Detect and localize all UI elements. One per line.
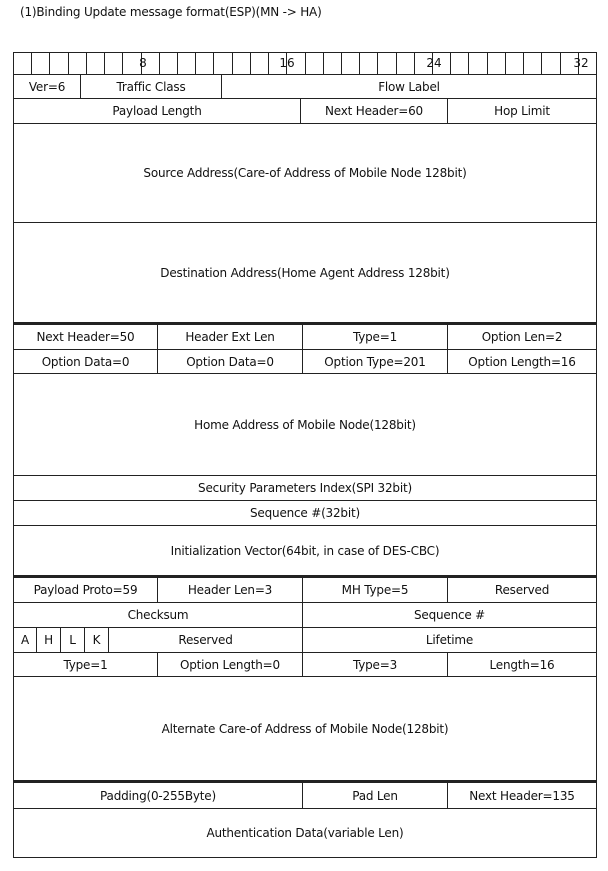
flag-a: A (20, 633, 29, 647)
ruler-tick (341, 52, 342, 74)
ruler-tick (487, 52, 488, 74)
reserved-flags-field: Reserved (178, 633, 233, 647)
type-1-field: Type=1 (352, 330, 398, 344)
option-data-0-field: Option Data=0 (41, 354, 130, 369)
header-len-field: Header Len=3 (187, 583, 273, 597)
alternate-coa-field: Alternate Care-of Address of Mobile Node(128bit) (161, 721, 449, 736)
ruler-tick (177, 52, 178, 74)
ruler-tick (49, 52, 50, 74)
source-address-field: Source Address(Care-of Address of Mobile Node 128bit) (143, 166, 467, 180)
ruler-tick (31, 52, 32, 74)
ruler-tick (323, 52, 324, 74)
hop-limit-field: Hop Limit (494, 104, 550, 118)
ruler-tick (541, 52, 542, 74)
ruler-tick (122, 52, 123, 74)
ruler-tick (450, 52, 451, 74)
ruler-label-8: 8 (139, 56, 147, 70)
ruler-tick (468, 52, 469, 74)
esp-sequence-field: Sequence #(32bit) (250, 506, 360, 520)
option-data-0-field-2: Option Data=0 (186, 354, 274, 369)
ruler-tick (396, 52, 397, 74)
payload-proto-field: Payload Proto=59 (33, 583, 138, 597)
ruler-tick (213, 52, 214, 74)
ruler-tick (560, 52, 561, 74)
destination-address-field: Destination Address(Home Agent Address 128bit) (160, 265, 450, 280)
ruler-tick (505, 52, 506, 74)
traffic-class-field: Traffic Class (116, 79, 186, 94)
header-ext-len-field: Header Ext Len (185, 330, 275, 344)
option-type-201-field: Option Type=201 (324, 354, 426, 369)
ruler-tick (232, 52, 233, 74)
ruler-tick (359, 52, 360, 74)
ruler-label-24: 24 (426, 56, 442, 70)
ruler-tick (68, 52, 69, 74)
flow-label-field: Flow Label (378, 79, 440, 94)
version-field: Ver=6 (28, 79, 66, 94)
option-length-0-field: Option Length=0 (180, 657, 280, 672)
mh-sequence-field: Sequence # (413, 608, 486, 622)
type-1-option-field: Type=1 (63, 657, 108, 672)
ruler-tick (195, 52, 196, 74)
reserved-field: Reserved (494, 583, 550, 597)
ruler-tick (250, 52, 251, 74)
next-header-50-field: Next Header=50 (36, 330, 135, 344)
flag-l: L (69, 633, 76, 647)
flag-h: H (44, 633, 53, 647)
ruler-tick (86, 52, 87, 74)
ruler-label-32: 32 (573, 56, 589, 70)
next-header-135-field: Next Header=135 (469, 788, 575, 803)
diagram-title: (1)Binding Update message format(ESP)(MN -> HA) (20, 5, 322, 19)
checksum-field: Checksum (127, 608, 189, 622)
lifetime-field: Lifetime (425, 633, 474, 647)
padding-field: Padding(0-255Byte) (100, 788, 216, 803)
type-3-field: Type=3 (352, 657, 398, 672)
spi-field: Security Parameters Index(SPI 32bit) (198, 481, 412, 495)
length-16-field: Length=16 (489, 657, 555, 672)
home-address-field: Home Address of Mobile Node(128bit) (194, 417, 416, 432)
option-length-16-field: Option Length=16 (468, 354, 576, 369)
flag-k: K (92, 633, 101, 647)
mh-type-field: MH Type=5 (341, 583, 409, 597)
ruler-tick (159, 52, 160, 74)
payload-length-field: Payload Length (112, 104, 202, 118)
ruler-tick (377, 52, 378, 74)
ruler-tick (104, 52, 105, 74)
ruler-tick (268, 52, 269, 74)
option-len-2-field: Option Len=2 (481, 330, 563, 344)
authentication-data-field: Authentication Data(variable Len) (206, 826, 404, 840)
pad-len-field: Pad Len (352, 788, 398, 803)
ruler-tick (523, 52, 524, 74)
ruler-tick (305, 52, 306, 74)
ruler-label-16: 16 (279, 56, 295, 70)
iv-field: Initialization Vector(64bit, in case of DES-CBC) (170, 543, 440, 558)
next-header-60-field: Next Header=60 (325, 104, 423, 118)
ruler-tick (414, 52, 415, 74)
